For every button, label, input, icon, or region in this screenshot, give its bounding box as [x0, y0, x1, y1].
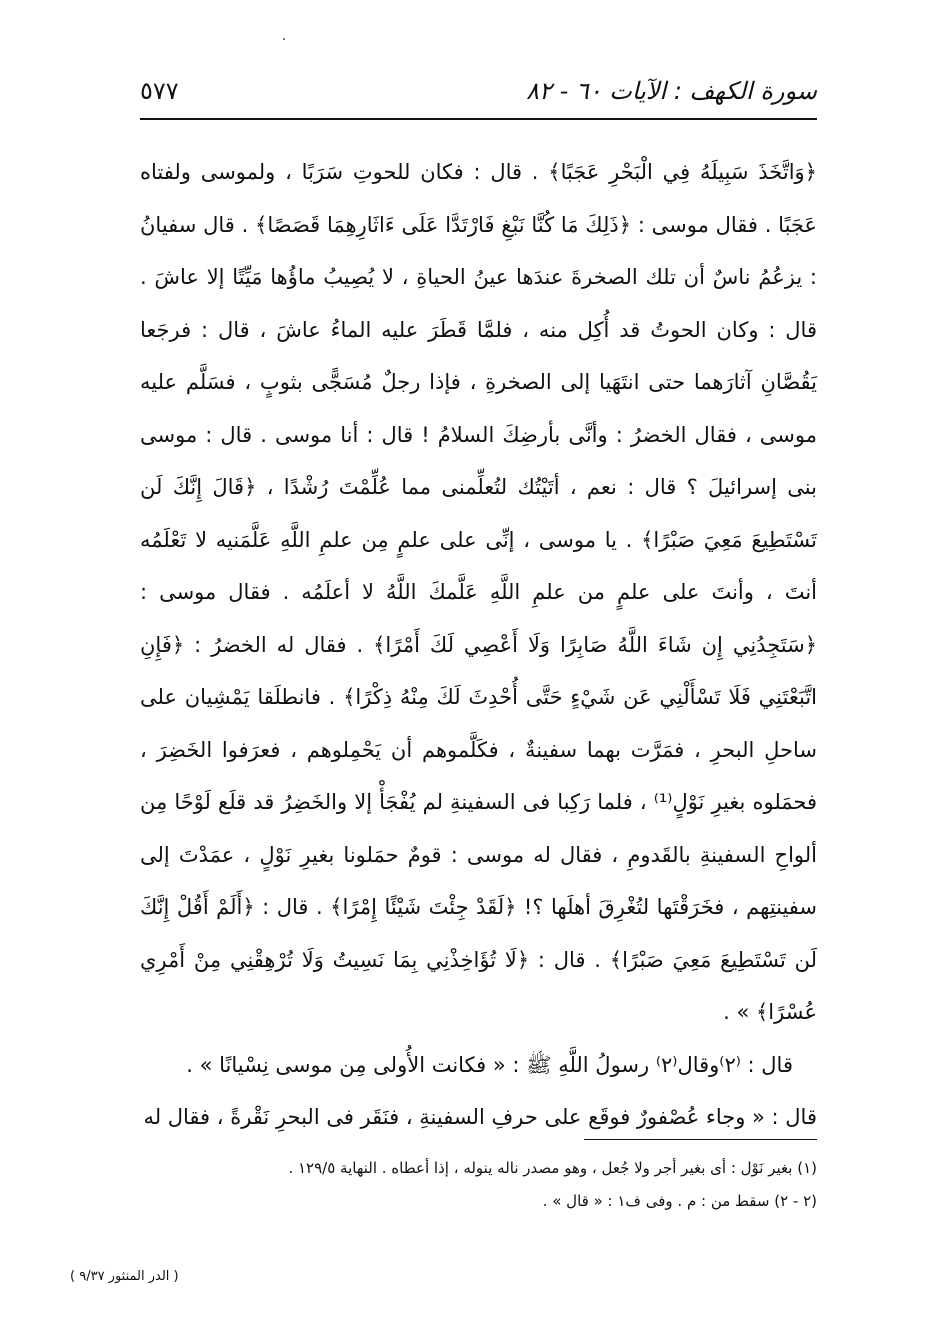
page-header [140, 74, 817, 114]
footnote-1: (١) بغير نَوْل : أى بغير أجر ولا جُعل ، وهو مصدر ناله ينوله ، إذا أعطاه . النهاية ١٢٩/٥ . [288, 1159, 817, 1177]
header-rule [140, 118, 817, 120]
paragraph-3: قال : « وجاء عُصْفورٌ فوقَع على حرفِ السفينةِ ، فنَقَر فى البحرِ نَقْرةً ، فقال له [143, 1105, 817, 1129]
paragraph-1: ﴿وَاتَّخَذَ سَبِيلَهُ فِي الْبَحْرِ عَجَبًا﴾ . قال : فكان للحوتِ سَرَبًا ، ولموسى ولفتاه عَجَبًا . فقال موسى : ﴿ذَلِكَ مَا كُنَّا نَبْغِ فَارْتَدَّا عَلَى ءَاثَارِهِمَا قَصَصًا﴾ . قال سفيانُ : يزعُمُ ناسٌ أن تلك الصخرةَ عندَها عينُ الحياةِ ، لا يُصِيبُ ماؤُها مَيِّتًا إلا عاشَ . قال : وكان الحوتُ قد أُكِل منه ، فلمَّا قَطَرَ عليه الماءُ عاشَ ، قال : فرجَعا يَقُصَّانِ آثارَهما حتى انتَهَيا إلى الصخرةِ ، فإذا رجلٌ مُسَجًّى بثوبٍ ، فسَلَّم عليه موسى ، فقال الخضرُ : وأنَّى بأرضِكَ السلامُ ! قال : أنا موسى . قال : موسى بنى إسرائيلَ ؟ قال : نعم ، أتَيْتُك لتُعلِّمنى مما عُلِّمْتَ رُشْدًا ، ﴿قَالَ إِنَّكَ لَن تَسْتَطِيعَ مَعِيَ صَبْرًا﴾ . يا موسى ، إنِّى على علمٍ مِن علمِ اللَّهِ عَلَّمَنيه لا تَعْلَمُه أنتَ ، وأنتَ على علمٍ من علمِ اللَّهِ عَلَّمكَ اللَّهُ لا أعلَمُه . فقال موسى : ﴿سَتَجِدُنِي إِن شَاءَ اللَّهُ صَابِرًا وَلَا أَعْصِي لَكَ أَمْرًا﴾ . فقال له الخضرُ : ﴿فَإِنِ اتَّبَعْتَنِي فَلَا تَسْأَلْنِي عَن شَيْءٍ حَتَّى أُحْدِثَ لَكَ مِنْهُ ذِكْرًا﴾ . فانطلَقا يَمْشِيان على ساحلِ البحرِ ، فمَرَّت بهما سفينةٌ ، فكَلَّموهم أن يَحْمِلوهم ، فعرَفوا الخَضِرَ ، فحمَلوه بغيرِ نَوْلٍ⁽¹⁾ ، فلما رَكِبا فى السفينةِ لم يُفْجَأْ إلا والخَضِرُ قد قلَع لَوْحًا مِن ألواحِ السفينةِ بالقَدومِ ، فقال له موسى : قومٌ حمَلونا بغيرِ نَوْلٍ ، عمَدْتَ إلى سفينتِهم ، فخَرَقْتَها لتُغْرِقَ أهلَها ؟! ﴿لَقَدْ جِئْتَ شَيْئًا إِمْرًا﴾ . قال : ﴿أَلَمْ أَقُلْ إِنَّكَ لَن تَسْتَطِيعَ مَعِيَ صَبْرًا﴾ . قال : ﴿لَا تُؤَاخِذْنِي بِمَا نَسِيتُ وَلَا تُرْهِقْنِي مِنْ أَمْرِي عُسْرًا﴾ » . [140, 160, 818, 1024]
footnote-rule [584, 1139, 817, 1140]
source-reference: ( الدر المنثور ٩/٣٧ ) [70, 1269, 179, 1284]
footnotes [140, 1152, 817, 1218]
scan-speck [283, 38, 285, 40]
page-number: ٥٧٧ [140, 77, 179, 105]
footnote-2: (٢ - ٢) سقط من : م . وفى ف١ : « قال » . [542, 1192, 817, 1210]
surah-title: سورة الكهف : الآيات ٦٠ - ٨٢ [526, 77, 817, 105]
paragraph-2: قال : ⁽٢⁾وقال⁽٢⁾ رسولُ اللَّهِ ﷺ : « فكانت الأُولى مِن موسى نِسْيانًا » . [186, 1052, 793, 1077]
main-text [140, 146, 817, 1144]
